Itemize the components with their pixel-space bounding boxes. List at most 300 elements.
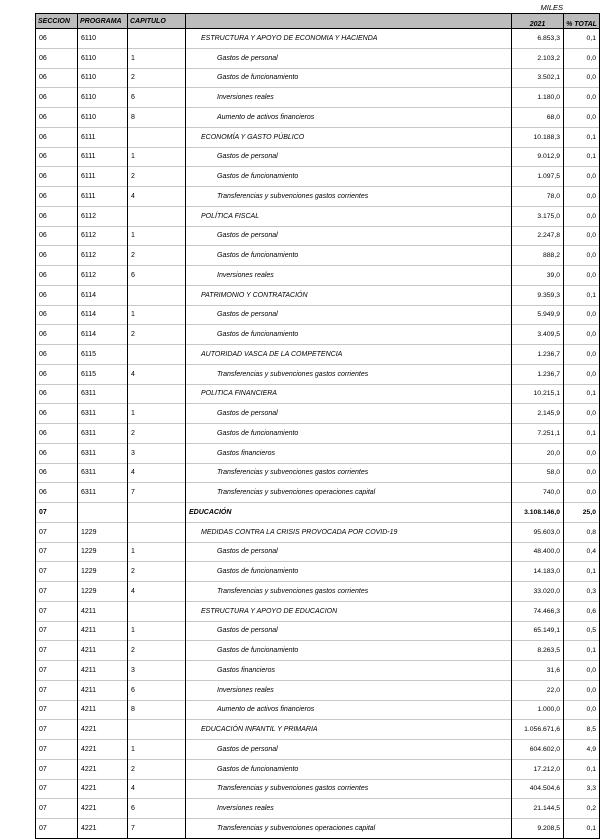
cell-capitulo: 1 [128, 226, 186, 246]
cell-programa: 6111 [78, 167, 128, 187]
cell-capitulo [128, 601, 186, 621]
cell-capitulo: 6 [128, 266, 186, 286]
cell-programa: 4221 [78, 819, 128, 839]
cell-amount: 3.175,0 [512, 206, 564, 226]
cell-descripcion [186, 127, 512, 147]
row-description: AUTORIDAD VASCA DE LA COMPETENCIA [201, 350, 343, 358]
cell-capitulo [128, 503, 186, 523]
cell-capitulo: 3 [128, 661, 186, 681]
cell-descripcion [186, 582, 512, 602]
cell-programa: 6311 [78, 483, 128, 503]
cell-descripcion [186, 325, 512, 345]
cell-amount: 3.409,5 [512, 325, 564, 345]
cell-programa: 6110 [78, 108, 128, 128]
cell-capitulo: 1 [128, 404, 186, 424]
table-row [36, 206, 600, 226]
table-row [36, 661, 600, 681]
cell-programa: 4211 [78, 661, 128, 681]
row-description: Gastos de personal [217, 745, 278, 753]
cell-capitulo: 4 [128, 187, 186, 207]
cell-seccion: 06 [36, 463, 78, 483]
header-capitulo: CAPITULO [128, 14, 186, 29]
cell-descripcion [186, 779, 512, 799]
cell-amount: 1.236,7 [512, 345, 564, 365]
cell-pct: 0,0 [564, 187, 600, 207]
cell-capitulo: 2 [128, 246, 186, 266]
cell-seccion: 06 [36, 246, 78, 266]
table-row [36, 424, 600, 444]
cell-capitulo: 2 [128, 641, 186, 661]
table-row [36, 345, 600, 365]
cell-programa: 6115 [78, 364, 128, 384]
header-seccion: SECCION [36, 14, 78, 29]
cell-descripcion [186, 720, 512, 740]
row-description: Gastos de funcionamiento [217, 568, 299, 576]
row-description: Gastos de personal [217, 311, 278, 319]
cell-seccion: 07 [36, 819, 78, 839]
cell-amount: 2.247,8 [512, 226, 564, 246]
row-description: Gastos de funcionamiento [217, 331, 299, 339]
row-description: Gastos de funcionamiento [217, 647, 299, 655]
table-row [36, 759, 600, 779]
cell-amount: 74.466,3 [512, 601, 564, 621]
cell-descripcion [186, 799, 512, 819]
cell-amount: 5.949,9 [512, 305, 564, 325]
budget-table [35, 13, 600, 839]
cell-amount: 65.149,1 [512, 621, 564, 641]
cell-descripcion [186, 147, 512, 167]
cell-descripcion [186, 443, 512, 463]
cell-descripcion [186, 48, 512, 68]
cell-pct: 0,0 [564, 364, 600, 384]
cell-amount: 1.180,0 [512, 88, 564, 108]
cell-programa [78, 503, 128, 523]
cell-pct: 0,0 [564, 167, 600, 187]
cell-seccion: 07 [36, 759, 78, 779]
cell-pct: 0,8 [564, 522, 600, 542]
cell-pct: 0,0 [564, 443, 600, 463]
cell-amount: 1.000,0 [512, 700, 564, 720]
cell-programa: 6110 [78, 88, 128, 108]
header-amount: 2021 [512, 14, 564, 29]
cell-pct: 0,0 [564, 305, 600, 325]
table-row [36, 384, 600, 404]
cell-seccion: 07 [36, 700, 78, 720]
cell-seccion: 06 [36, 226, 78, 246]
table-row [36, 167, 600, 187]
cell-capitulo [128, 206, 186, 226]
row-description: Transferencias y subvenciones gastos corrientes [217, 587, 369, 595]
row-description: Gastos de personal [217, 232, 278, 240]
cell-seccion: 06 [36, 127, 78, 147]
cell-pct: 0,0 [564, 206, 600, 226]
table-row [36, 582, 600, 602]
header-pct: % TOTAL [564, 14, 600, 29]
cell-descripcion [186, 621, 512, 641]
cell-capitulo [128, 720, 186, 740]
cell-capitulo [128, 522, 186, 542]
table-row [36, 621, 600, 641]
table-row [36, 404, 600, 424]
cell-pct: 0,1 [564, 759, 600, 779]
cell-amount: 8.263,5 [512, 641, 564, 661]
cell-capitulo [128, 285, 186, 305]
cell-seccion: 06 [36, 266, 78, 286]
cell-seccion: 07 [36, 680, 78, 700]
cell-seccion: 07 [36, 522, 78, 542]
cell-descripcion [186, 246, 512, 266]
table-row [36, 740, 600, 760]
cell-descripcion [186, 345, 512, 365]
cell-pct: 0,1 [564, 641, 600, 661]
row-description: Gastos de personal [217, 548, 278, 556]
table-row [36, 108, 600, 128]
cell-programa: 6114 [78, 285, 128, 305]
cell-amount: 7.251,1 [512, 424, 564, 444]
cell-pct: 0,0 [564, 88, 600, 108]
cell-descripcion [186, 384, 512, 404]
cell-capitulo: 2 [128, 68, 186, 88]
table-row [36, 285, 600, 305]
cell-pct: 0,0 [564, 48, 600, 68]
cell-programa: 6110 [78, 48, 128, 68]
cell-capitulo: 1 [128, 621, 186, 641]
cell-programa: 6112 [78, 206, 128, 226]
cell-programa: 6111 [78, 127, 128, 147]
row-description: POLITICA FINANCIERA [201, 390, 277, 398]
cell-seccion: 06 [36, 48, 78, 68]
cell-seccion: 07 [36, 582, 78, 602]
cell-descripcion [186, 167, 512, 187]
cell-pct: 8,5 [564, 720, 600, 740]
cell-seccion: 07 [36, 740, 78, 760]
cell-amount: 9.012,9 [512, 147, 564, 167]
cell-pct: 0,5 [564, 621, 600, 641]
cell-programa: 1229 [78, 562, 128, 582]
cell-amount: 20,0 [512, 443, 564, 463]
cell-descripcion [186, 503, 512, 523]
cell-seccion: 06 [36, 206, 78, 226]
cell-seccion: 06 [36, 404, 78, 424]
cell-pct: 0,1 [564, 819, 600, 839]
cell-pct: 0,1 [564, 384, 600, 404]
cell-pct: 0,0 [564, 345, 600, 365]
cell-descripcion [186, 187, 512, 207]
cell-seccion: 06 [36, 424, 78, 444]
row-description: Transferencias y subvenciones gastos corrientes [217, 785, 369, 793]
cell-capitulo: 2 [128, 325, 186, 345]
cell-amount: 3.108.146,0 [512, 503, 564, 523]
table-row [36, 503, 600, 523]
cell-seccion: 07 [36, 562, 78, 582]
header-descripcion [186, 14, 512, 29]
cell-amount: 78,0 [512, 187, 564, 207]
table-row [36, 601, 600, 621]
cell-amount: 10.188,3 [512, 127, 564, 147]
row-description: ECONOMÍA Y GASTO PÚBLICO [201, 133, 305, 141]
cell-capitulo: 2 [128, 167, 186, 187]
row-description: Inversiones reales [217, 686, 274, 694]
cell-amount: 31,6 [512, 661, 564, 681]
cell-programa: 4221 [78, 759, 128, 779]
cell-programa: 4211 [78, 601, 128, 621]
cell-descripcion [186, 661, 512, 681]
cell-descripcion [186, 601, 512, 621]
table-row [36, 147, 600, 167]
row-description: Gastos financieros [217, 449, 275, 457]
cell-pct: 0,3 [564, 582, 600, 602]
row-description: Aumento de activos financieros [217, 113, 315, 121]
cell-amount: 21.144,5 [512, 799, 564, 819]
cell-capitulo: 1 [128, 305, 186, 325]
cell-amount: 6.853,3 [512, 29, 564, 49]
cell-descripcion [186, 522, 512, 542]
cell-pct: 25,0 [564, 503, 600, 523]
table-row [36, 483, 600, 503]
cell-capitulo: 8 [128, 108, 186, 128]
cell-seccion: 06 [36, 147, 78, 167]
cell-pct: 0,1 [564, 127, 600, 147]
cell-seccion: 06 [36, 384, 78, 404]
cell-programa: 1229 [78, 582, 128, 602]
cell-capitulo: 2 [128, 759, 186, 779]
cell-seccion: 06 [36, 108, 78, 128]
cell-programa: 4211 [78, 641, 128, 661]
table-row [36, 542, 600, 562]
cell-pct: 0,0 [564, 325, 600, 345]
row-description: Transferencias y subvenciones operaciones capital [217, 824, 376, 832]
cell-programa: 6115 [78, 345, 128, 365]
cell-capitulo: 4 [128, 779, 186, 799]
cell-amount: 14.183,0 [512, 562, 564, 582]
table-row [36, 266, 600, 286]
cell-seccion: 07 [36, 799, 78, 819]
row-description: EDUCACIÓN [189, 508, 232, 516]
cell-seccion: 06 [36, 285, 78, 305]
cell-descripcion [186, 819, 512, 839]
cell-programa: 6114 [78, 325, 128, 345]
cell-programa: 6311 [78, 463, 128, 483]
cell-pct: 0,0 [564, 700, 600, 720]
cell-amount: 9.359,3 [512, 285, 564, 305]
row-description: Gastos de personal [217, 54, 278, 62]
cell-descripcion [186, 206, 512, 226]
cell-descripcion [186, 404, 512, 424]
cell-seccion: 06 [36, 443, 78, 463]
cell-pct: 0,1 [564, 29, 600, 49]
cell-seccion: 06 [36, 187, 78, 207]
cell-descripcion [186, 88, 512, 108]
cell-seccion: 06 [36, 167, 78, 187]
row-description: PATRIMONIO Y CONTRATACIÓN [201, 291, 308, 299]
cell-pct: 0,0 [564, 463, 600, 483]
cell-capitulo [128, 384, 186, 404]
cell-pct: 0,0 [564, 68, 600, 88]
cell-amount: 3.502,1 [512, 68, 564, 88]
cell-descripcion [186, 700, 512, 720]
cell-descripcion [186, 641, 512, 661]
table-row [36, 562, 600, 582]
cell-programa: 6114 [78, 305, 128, 325]
cell-programa: 4211 [78, 700, 128, 720]
cell-capitulo [128, 345, 186, 365]
cell-seccion: 07 [36, 621, 78, 641]
cell-amount: 95.603,0 [512, 522, 564, 542]
row-description: Aumento de activos financieros [217, 706, 315, 714]
cell-seccion: 07 [36, 601, 78, 621]
cell-pct: 0,1 [564, 147, 600, 167]
cell-descripcion [186, 463, 512, 483]
cell-capitulo: 1 [128, 147, 186, 167]
cell-programa: 6311 [78, 443, 128, 463]
table-row [36, 187, 600, 207]
cell-capitulo: 2 [128, 562, 186, 582]
cell-pct: 0,0 [564, 404, 600, 424]
cell-programa: 1229 [78, 522, 128, 542]
cell-descripcion [186, 226, 512, 246]
cell-descripcion [186, 285, 512, 305]
cell-programa: 4221 [78, 720, 128, 740]
cell-descripcion [186, 29, 512, 49]
cell-amount: 17.212,0 [512, 759, 564, 779]
row-description: Gastos de personal [217, 410, 278, 418]
cell-programa: 1229 [78, 542, 128, 562]
cell-capitulo: 6 [128, 88, 186, 108]
table-row [36, 29, 600, 49]
cell-pct: 0,0 [564, 226, 600, 246]
table-header-row [36, 14, 600, 29]
cell-capitulo: 4 [128, 582, 186, 602]
row-description: Inversiones reales [217, 94, 274, 102]
cell-capitulo: 6 [128, 799, 186, 819]
cell-capitulo [128, 29, 186, 49]
cell-programa: 6111 [78, 147, 128, 167]
table-row [36, 48, 600, 68]
row-description: Gastos de funcionamiento [217, 429, 299, 437]
cell-capitulo: 4 [128, 364, 186, 384]
cell-amount: 33.020,0 [512, 582, 564, 602]
cell-amount: 2.103,2 [512, 48, 564, 68]
table-row [36, 819, 600, 839]
cell-amount: 48.400,0 [512, 542, 564, 562]
cell-amount: 1.236,7 [512, 364, 564, 384]
cell-pct: 4,9 [564, 740, 600, 760]
table-row [36, 305, 600, 325]
table-row [36, 522, 600, 542]
cell-seccion: 06 [36, 345, 78, 365]
cell-amount: 888,2 [512, 246, 564, 266]
cell-programa: 4221 [78, 740, 128, 760]
cell-pct: 0,0 [564, 661, 600, 681]
row-description: POLÍTICA FISCAL [201, 212, 260, 220]
cell-capitulo: 1 [128, 48, 186, 68]
table-row [36, 246, 600, 266]
cell-amount: 740,0 [512, 483, 564, 503]
cell-amount: 22,0 [512, 680, 564, 700]
cell-programa: 6311 [78, 384, 128, 404]
cell-capitulo: 1 [128, 542, 186, 562]
row-description: Transferencias y subvenciones gastos corrientes [217, 192, 369, 200]
cell-descripcion [186, 740, 512, 760]
cell-descripcion [186, 759, 512, 779]
table-row [36, 700, 600, 720]
cell-capitulo: 7 [128, 483, 186, 503]
row-description: Gastos de funcionamiento [217, 765, 299, 773]
table-row [36, 325, 600, 345]
cell-amount: 58,0 [512, 463, 564, 483]
cell-descripcion [186, 364, 512, 384]
cell-seccion: 06 [36, 29, 78, 49]
cell-pct: 0,0 [564, 483, 600, 503]
cell-seccion: 07 [36, 720, 78, 740]
row-description: Gastos de funcionamiento [217, 74, 299, 82]
row-description: Gastos financieros [217, 666, 275, 674]
cell-programa: 4211 [78, 621, 128, 641]
row-description: Gastos de funcionamiento [217, 252, 299, 260]
cell-seccion: 07 [36, 542, 78, 562]
cell-pct: 0,1 [564, 424, 600, 444]
row-description: Transferencias y subvenciones gastos corrientes [217, 469, 369, 477]
table-row [36, 799, 600, 819]
table-row [36, 364, 600, 384]
cell-pct: 0,6 [564, 601, 600, 621]
cell-capitulo: 1 [128, 740, 186, 760]
row-description: Inversiones reales [217, 805, 274, 813]
table-row [36, 226, 600, 246]
cell-amount: 1.056.671,6 [512, 720, 564, 740]
cell-pct: 3,3 [564, 779, 600, 799]
cell-programa: 6311 [78, 424, 128, 444]
cell-amount: 10.215,1 [512, 384, 564, 404]
cell-pct: 0,0 [564, 266, 600, 286]
header-programa: PROGRAMA [78, 14, 128, 29]
row-description: EDUCACIÓN INFANTIL Y PRIMARIA [201, 726, 318, 734]
cell-seccion: 07 [36, 661, 78, 681]
cell-programa: 4221 [78, 799, 128, 819]
table-row [36, 641, 600, 661]
cell-pct: 0,0 [564, 680, 600, 700]
cell-seccion: 06 [36, 325, 78, 345]
cell-programa: 6311 [78, 404, 128, 424]
cell-capitulo: 3 [128, 443, 186, 463]
cell-programa: 6111 [78, 187, 128, 207]
cell-programa: 6112 [78, 226, 128, 246]
cell-descripcion [186, 266, 512, 286]
cell-capitulo: 2 [128, 424, 186, 444]
cell-capitulo: 6 [128, 680, 186, 700]
cell-programa: 4221 [78, 779, 128, 799]
row-description: ESTRUCTURA Y APOYO DE EDUCACION [201, 607, 338, 615]
cell-seccion: 06 [36, 68, 78, 88]
units-label: MILES [540, 3, 563, 12]
row-description: Gastos de personal [217, 153, 278, 161]
cell-pct: 0,2 [564, 799, 600, 819]
row-description: Inversiones reales [217, 271, 274, 279]
row-description: Gastos de personal [217, 627, 278, 635]
table-row [36, 443, 600, 463]
cell-pct: 0,1 [564, 562, 600, 582]
cell-seccion: 06 [36, 88, 78, 108]
cell-programa: 6112 [78, 246, 128, 266]
row-description: MEDIDAS CONTRA LA CRISIS PROVOCADA POR COVID-19 [201, 528, 398, 536]
cell-amount: 39,0 [512, 266, 564, 286]
cell-capitulo: 4 [128, 463, 186, 483]
cell-seccion: 07 [36, 503, 78, 523]
row-description: ESTRUCTURA Y APOYO DE ECONOMIA Y HACIENDA [201, 34, 378, 42]
table-row [36, 463, 600, 483]
cell-descripcion [186, 68, 512, 88]
table-row [36, 680, 600, 700]
